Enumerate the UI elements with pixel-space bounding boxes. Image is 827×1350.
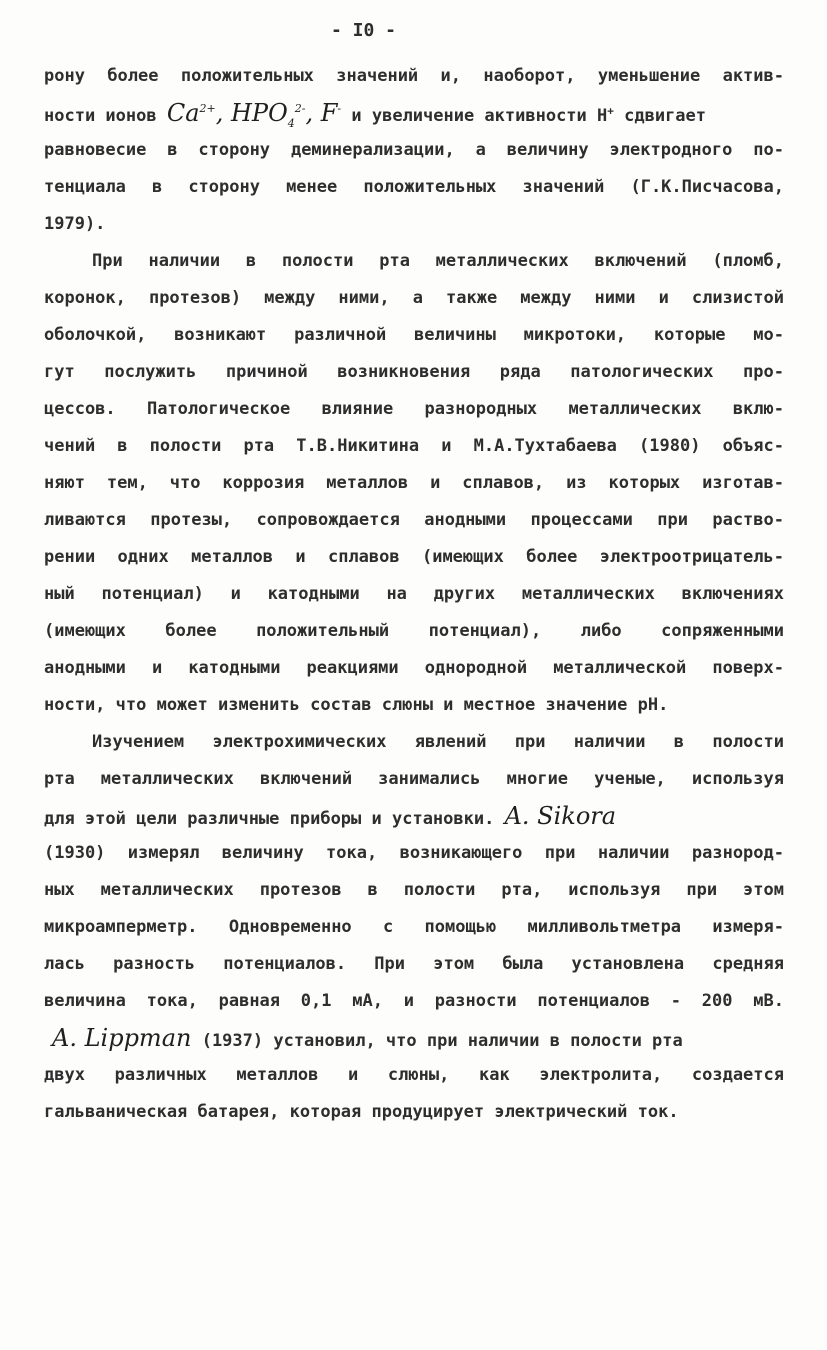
text-block bbox=[44, 58, 784, 1131]
text-line: коронок, протезов) между ними, а также между ними и слизистой bbox=[44, 288, 784, 308]
text-line-ions bbox=[44, 95, 784, 132]
handwritten-ca: Ca bbox=[166, 99, 200, 127]
paragraph-start-line: Изучением электрохимических явлений при наличии в полости bbox=[92, 732, 784, 752]
text-line: микроамперметр. Одновременно с помощью милливольтметра измеря- bbox=[44, 917, 784, 937]
text-line: чений в полости рта Т.В.Никитина и М.А.Тухтабаева (1980) объяс- bbox=[44, 436, 784, 456]
handwritten-lippman: A. Lippman bbox=[52, 1024, 192, 1052]
text-line: гут послужить причиной возникновения ряда патологических про- bbox=[44, 362, 784, 382]
text-line: равновесие в сторону деминерализации, а величину электродного по- bbox=[44, 140, 784, 160]
handwritten-ca-charge: 2+ bbox=[199, 102, 216, 115]
text-line: рта металлических включений занимались многие ученые, используя bbox=[44, 769, 784, 789]
handwritten-ion-formulas: $Ca^{2+}$, $HPO_4^{2-}$, F- bbox=[166, 99, 342, 130]
page-number: - I0 - bbox=[330, 20, 397, 41]
text-line: ных металлических протезов в полости рта, используя при этом bbox=[44, 880, 784, 900]
handwritten-hpo-charge: 2- bbox=[294, 102, 306, 115]
text-line: анодными и катодными реакциями однородной металлической поверх- bbox=[44, 658, 784, 678]
h-charge: + bbox=[607, 104, 614, 118]
paragraph-start-line: При наличии в полости рта металлических включений (пломб, bbox=[92, 251, 784, 271]
text-line: двух различных металлов и слюны, как электролита, создается bbox=[44, 1065, 784, 1085]
text-line: величина тока, равная 0,1 мА, и разности потенциалов - 200 мВ. bbox=[44, 991, 784, 1011]
text-line: (1930) измерял величину тока, возникающего при наличии разнород- bbox=[44, 843, 784, 863]
text-line-lippman bbox=[44, 1020, 784, 1057]
text-line: ности, что может изменить состав слюны и местное значение рН. bbox=[44, 695, 669, 715]
text-line: рону более положительных значений и, наоборот, уменьшение актив- bbox=[44, 66, 784, 86]
text-line: 1979). bbox=[44, 214, 106, 234]
text-fragment: для этой цели различные приборы и установки. bbox=[44, 809, 495, 829]
text-line: ный потенциал) и катодными на других металлических включениях bbox=[44, 584, 784, 604]
handwritten-hpo: HPO bbox=[231, 99, 288, 127]
handwritten-sikora: A. Sikora bbox=[504, 802, 617, 830]
text-line: гальваническая батарея, которая продуцирует электрический ток. bbox=[44, 1102, 679, 1122]
text-line: няют тем, что коррозия металлов и сплавов, из которых изготав- bbox=[44, 473, 784, 493]
text-line: оболочкой, возникают различной величины микротоки, которые мо- bbox=[44, 325, 784, 345]
handwritten-f: F bbox=[320, 99, 338, 127]
text-line: лась разность потенциалов. При этом была установлена средняя bbox=[44, 954, 784, 974]
text-fragment: ности ионов bbox=[44, 106, 157, 126]
handwritten-f-charge: - bbox=[337, 102, 342, 115]
handwritten-hpo-index: 4 bbox=[287, 116, 295, 130]
text-line: тенциала в сторону менее положительных значений (Г.К.Писчасова, bbox=[44, 177, 784, 197]
text-line: (имеющих более положительный потенциал), либо сопряженными bbox=[44, 621, 784, 641]
text-fragment: сдвигает bbox=[624, 106, 707, 126]
text-fragment: и увеличение активности Н bbox=[351, 106, 608, 126]
text-fragment: (1937) установил, что при наличии в полости рта bbox=[201, 1031, 683, 1051]
text-line: ливаются протезы, сопровождается анодными процессами при раство- bbox=[44, 510, 784, 530]
text-line-sikora bbox=[44, 798, 784, 835]
text-line: цессов. Патологическое влияние разнородных металлических вклю- bbox=[44, 399, 784, 419]
text-line: рении одних металлов и сплавов (имеющих более электроотрицатель- bbox=[44, 547, 784, 567]
